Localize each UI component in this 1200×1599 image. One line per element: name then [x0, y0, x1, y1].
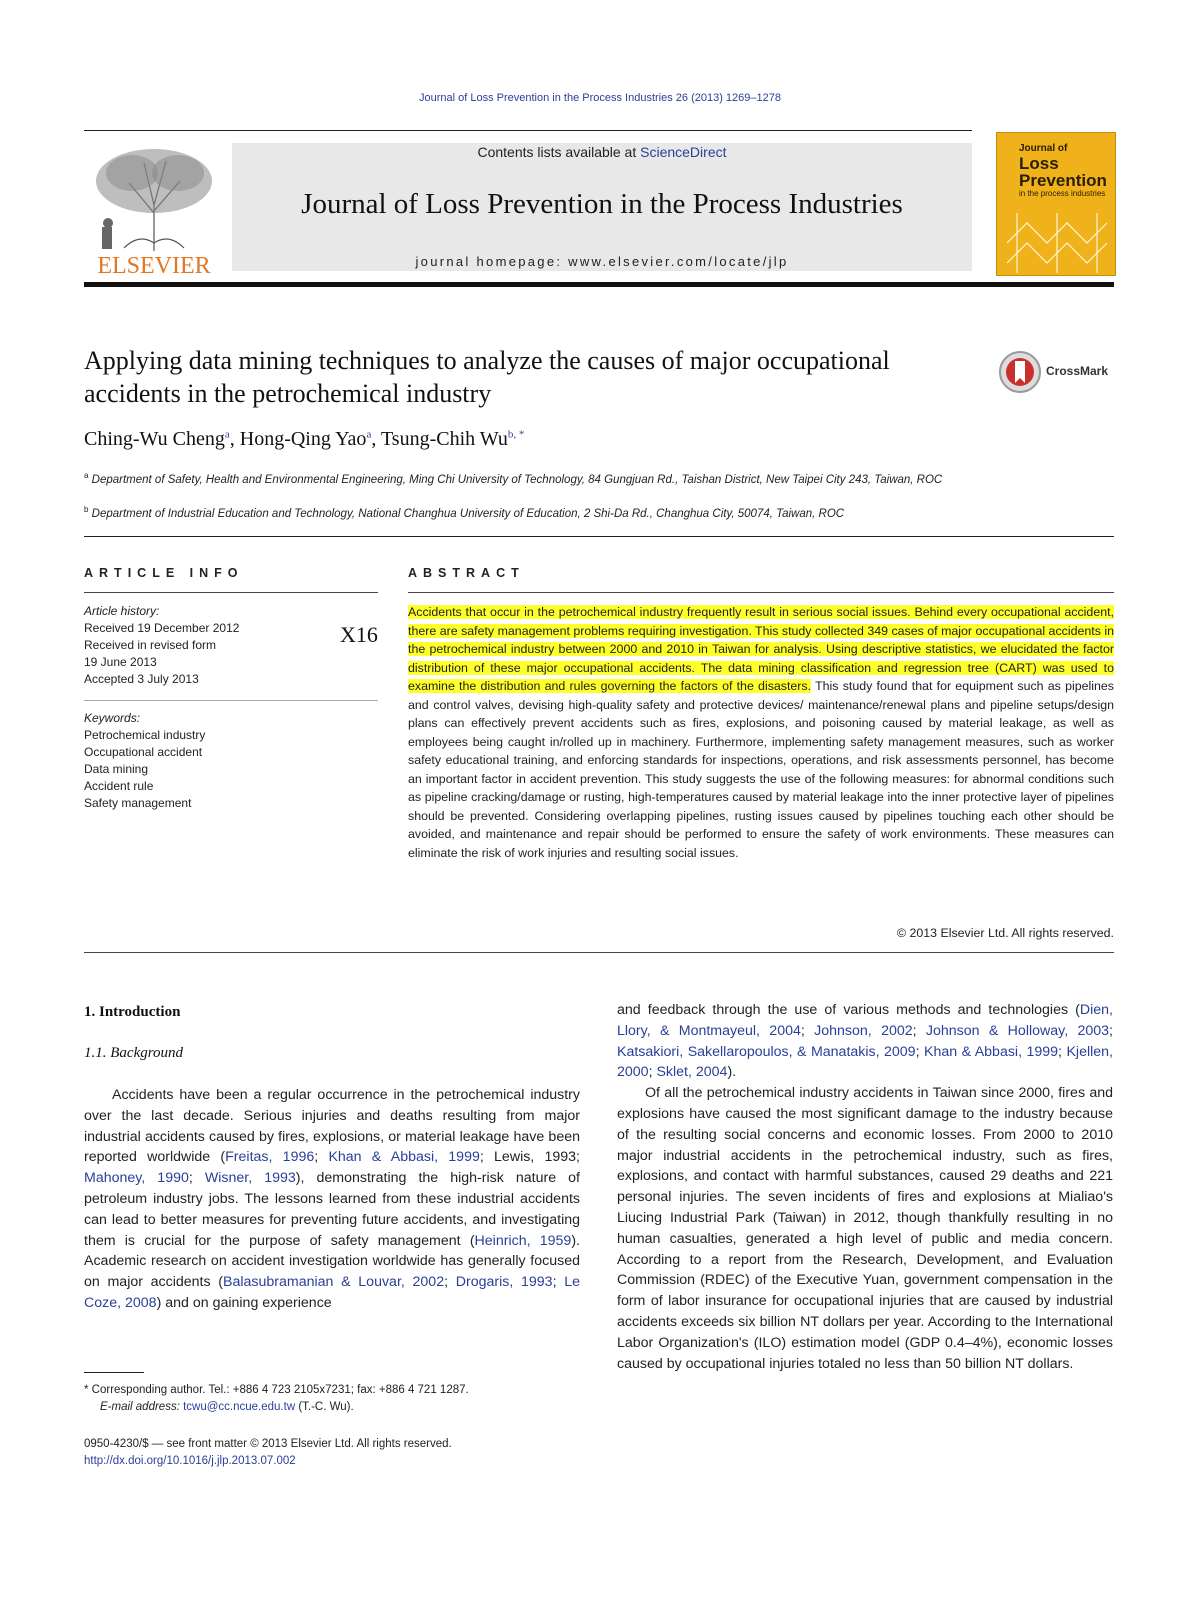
body-text: ;: [915, 1043, 924, 1060]
paragraph: Of all the petrochemical industry accidents in Taiwan since 2000, fires and explosions have caused the most significant damage to the industry because of the resulting social concerns and economic losses. From 2000 to 2010 major industrial accidents in the petrochemical industry, such as fires, explosions, and contact with harmful substances, caused 29 deaths and 221 personal injuries. The seven incidents of fires and explosions at Mialiao's Liucing Industrial Park (Taiwan) in 2012, though thankfully resulting in no human casualties, generated a high level of public and media concern. According to a report from the Research, Development, and Evaluation Commission (RDEC) of the Executive Yuan, government compensation in the form of labor insurance for occupational injuries that are caused by industrial accidents exceeds six billion NT dollars per year. According to the International Labor Organization's (ILO) estimation model (GDP 0.4–4%), economic losses caused by occupational injuries totaled no less than 50 billion NT dollars.: [617, 1085, 1113, 1372]
keywords-label: Keywords:: [84, 711, 141, 725]
abstract-copyright: © 2013 Elsevier Ltd. All rights reserved.: [896, 926, 1114, 940]
keyword: Accident rule: [84, 779, 154, 793]
reference-link[interactable]: Johnson & Holloway, 2003: [925, 1022, 1110, 1039]
body-text: ;: [552, 1274, 565, 1291]
author-1[interactable]: Ching-Wu Cheng: [84, 428, 225, 450]
body-text: ; Lewis, 1993;: [479, 1149, 580, 1166]
journal-citation[interactable]: Journal of Loss Prevention in the Process Industries 26 (2013) 1269–1278: [418, 92, 781, 104]
body-text: ). Academic research on accident investigation worldwide has generally focused on major accidents (: [84, 1232, 580, 1291]
header-thick-rule: [84, 282, 1114, 287]
crossmark-label: CrossMark: [1046, 364, 1109, 378]
history-label: Article history:: [84, 604, 160, 618]
affiliation-b-marker: b: [84, 505, 89, 514]
reference-link[interactable]: Dien, Llory, & Montmayeul, 2004: [617, 1002, 1113, 1039]
affiliation-a-text: Department of Safety, Health and Environmental Engineering, Ming Chi University of Technology, 84 Gungjuan Rd., Taishan District, New Taipei City 243, Taiwan, ROC: [91, 473, 943, 486]
body-text: and feedback through the use of various methods and technologies (: [617, 1002, 1080, 1018]
body-text: ;: [314, 1149, 329, 1166]
body-column-1: [84, 1085, 580, 1314]
abstract-highlight[interactable]: Accidents that occur in the petrochemical industry frequently result in serious social issues. Behind every occupational accident, there are safety management problems requiring investigation. This study collected 349 cases of major occupational accidents in the petrochemical industry between 2000 and 2010 in Taiwan for analysis. Using descriptive statistics, we elucidated the factor distribution of these major occupational accidents. The data mining classification and regression tree (CART) was used to examine the distribution and rules governing the factors of the disasters.: [408, 605, 1114, 693]
contents-line: [232, 143, 972, 161]
author-2-affil: a: [366, 428, 372, 441]
affiliation-b: [84, 501, 984, 523]
header-rule: [84, 130, 972, 131]
cover-line-1: Journal of: [1019, 143, 1068, 154]
footnote-rule: [84, 1372, 144, 1373]
history-line: 19 June 2013: [84, 655, 157, 669]
body-text: ;: [648, 1064, 657, 1081]
section-heading: 1. Introduction: [84, 1004, 181, 1020]
reference-link[interactable]: Le Coze, 2008: [84, 1274, 580, 1311]
keywords-block: [84, 710, 294, 812]
affiliation-b-text: Department of Industrial Education and Technology, National Changhua University of Education, 2 Shi-Da Rd., Changhua City, 50074, Taiwan, ROC: [91, 507, 845, 520]
reference-link[interactable]: Balasubramanian & Louvar, 2002: [223, 1274, 445, 1291]
abstract-end-rule: [84, 952, 1114, 953]
journal-name: Journal of Loss Prevention in the Process Industries: [301, 188, 903, 220]
body-text: ;: [444, 1274, 456, 1291]
cover-graphic: [997, 203, 1115, 275]
history-line: Accepted 3 July 2013: [84, 672, 199, 686]
author-3[interactable]: Tsung-Chih Wu: [380, 428, 508, 450]
keywords-rule: [84, 700, 378, 701]
body-text: ;: [1058, 1043, 1067, 1060]
email-link[interactable]: tcwu@cc.ncue.edu.tw: [183, 1401, 296, 1413]
reference-link[interactable]: Sklet, 2004: [656, 1064, 728, 1081]
journal-cover[interactable]: [996, 132, 1116, 276]
article-info-heading: ARTICLE INFO: [84, 566, 244, 580]
reference-link[interactable]: Wisner, 1993: [204, 1170, 296, 1187]
handwritten-annotation: X16: [340, 622, 378, 647]
contents-prefix: Contents lists available at: [477, 144, 641, 160]
abstract-text: [408, 603, 1114, 862]
author-3-affil: b, *: [507, 428, 525, 441]
body-column-2: [617, 1000, 1113, 1374]
body-text: Accidents have been a regular occurrence in the petrochemical industry over the last decade. Serious injuries and deaths resulting from major industrial accidents caused by fires, explosions, or material leakage have been reported worldwide (: [84, 1087, 580, 1166]
cover-line-4: in the process industries: [1019, 189, 1106, 198]
author-2[interactable]: Hong-Qing Yao: [239, 428, 367, 450]
reference-link[interactable]: Heinrich, 1959: [474, 1232, 572, 1249]
email-label: E-mail address:: [100, 1401, 184, 1413]
affiliation-a-marker: a: [84, 471, 89, 480]
crossmark-icon: [998, 350, 1042, 394]
reference-link[interactable]: Kjellen, 2000: [617, 1043, 1113, 1081]
body-text: ) and on gaining experience: [156, 1294, 332, 1311]
keyword: Occupational accident: [84, 745, 203, 759]
author-1-affil: a: [224, 428, 230, 441]
abstract-heading: ABSTRACT: [408, 566, 525, 580]
keyword: Data mining: [84, 762, 149, 776]
affiliation-a: [84, 467, 984, 489]
reference-link[interactable]: Khan & Abbasi, 1999: [923, 1043, 1059, 1060]
cover-line-3: Prevention: [1019, 171, 1107, 190]
email-note: [100, 1399, 620, 1416]
reference-link[interactable]: Freitas, 1996: [225, 1149, 315, 1166]
reference-link[interactable]: Drogaris, 1993: [455, 1274, 553, 1291]
abstract-rest: This study found that for equipment such as pipelines and control valves, devising high-quality safety and protective devices/ maintenance/renewal plans and pipeline setups/design plans can effectively prevent accidents such as fires, explosions, and poisoning caused by material leakage, as well as employees being caught in/rolled up in machinery. Furthermore, implementing safety management measures, such as worker safety educational training, and enforcing standards for inspections, operations, and risk assessments personnel, has become an important factor in accident prevention. This study suggests the use of the following measures: for abnormal conditions such as pipeline cracking/damage or rusting, high-temperatures caused by material leakage into the inner protective layer of pipelines should be prevented. Considering overlapping pipelines, rusting issues caused by pipelines touching each other should be avoided, and maintenance and repair should be performed to ensure the safety of work environments. These measures can eliminate the risk of work injuries and resulting social issues.: [408, 679, 1114, 860]
keyword: Safety management: [84, 796, 192, 810]
meta-rule: [84, 536, 1114, 537]
author-list: Ching-Wu Cheng$^a$, Hong-Qing Yao$^a$, Tsung-Chih $Wu^{b, *}$: [84, 428, 525, 450]
article-title: Applying data mining techniques to analyze the causes of major occupational accidents in the petrochemical industry: [84, 346, 890, 408]
doi-link[interactable]: http://dx.doi.org/10.1016/j.jlp.2013.07.002: [84, 1455, 296, 1467]
sciencedirect-link[interactable]: ScienceDirect: [640, 144, 727, 160]
corresponding-author-note: * Corresponding author. Tel.: +886 4 723 2105x7231; fax: +886 4 721 1287.: [84, 1384, 469, 1396]
body-text: ;: [188, 1170, 205, 1187]
body-text: ), demonstrating the high-risk nature of petroleum industry jobs. The lessons learned from these industrial accidents can lead to better measures for preventing future accidents, and investigating them is crucial for the purpose of safety management (: [84, 1170, 580, 1249]
keyword: Petrochemical industry: [84, 728, 206, 742]
crossmark-badge[interactable]: [998, 350, 1118, 394]
history-line: Received in revised form: [84, 638, 217, 652]
article-info-rule: [84, 592, 378, 593]
abstract-rule: [408, 592, 1114, 593]
front-matter-text: 0950-4230/$ — see front matter © 2013 Elsevier Ltd. All rights reserved.: [84, 1438, 452, 1450]
reference-link[interactable]: Khan & Abbasi, 1999: [328, 1149, 480, 1166]
body-text: ).: [727, 1064, 737, 1081]
reference-link[interactable]: Johnson, 2002: [814, 1022, 913, 1039]
email-suffix: (T.-C. Wu).: [295, 1401, 354, 1413]
history-line: Received 19 December 2012: [84, 621, 240, 635]
paragraph: [617, 1000, 1113, 1083]
journal-homepage[interactable]: journal homepage: www.elsevier.com/locate/jlp: [415, 254, 789, 269]
body-text: ;: [1109, 1022, 1113, 1039]
subsection-heading: 1.1. Background: [84, 1045, 184, 1061]
body-text: ;: [800, 1022, 815, 1039]
reference-link[interactable]: Katsakiori, Sakellaropoulos, & Manatakis, 2009: [617, 1043, 916, 1060]
front-matter: [84, 1436, 452, 1470]
reference-link[interactable]: Mahoney, 1990: [84, 1170, 189, 1187]
body-text: ;: [912, 1022, 926, 1039]
article-history: [84, 603, 294, 688]
cover-line-2: Loss: [1019, 154, 1059, 173]
elsevier-wordmark: ELSEVIER: [97, 253, 211, 279]
